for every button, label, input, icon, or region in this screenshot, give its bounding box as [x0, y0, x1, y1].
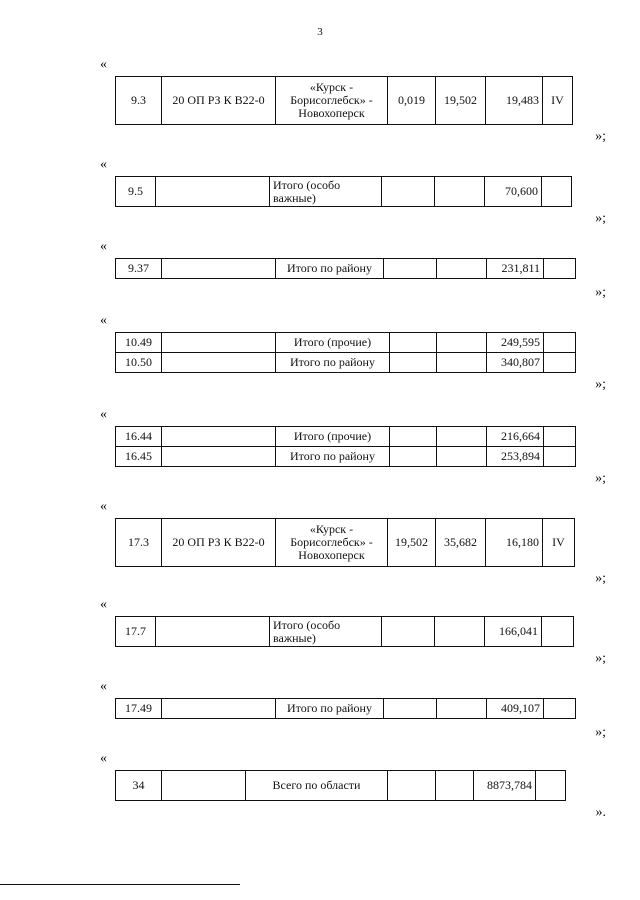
road-name: Итого по району — [276, 699, 384, 719]
table-row — [116, 353, 576, 373]
length-km: 216,664 — [487, 427, 544, 447]
road-name: Итого (особо важные) — [270, 617, 382, 647]
closing-quote: »; — [595, 211, 606, 226]
row-number: 10.50 — [116, 353, 162, 373]
km-to — [437, 427, 487, 447]
road-code — [162, 259, 276, 279]
km-to — [435, 617, 485, 647]
opening-quote: « — [100, 407, 107, 422]
row-number: 9.5 — [116, 177, 156, 207]
km-to — [435, 177, 485, 207]
length-km: 249,595 — [487, 333, 544, 353]
km-to — [437, 699, 487, 719]
amendment-table — [115, 770, 566, 801]
table-row — [116, 427, 576, 447]
length-km: 409,107 — [487, 699, 544, 719]
table-row — [116, 259, 576, 279]
row-number: 17.3 — [116, 519, 162, 567]
road-code: 20 ОП РЗ К В22-0 — [162, 77, 276, 125]
km-to — [437, 259, 487, 279]
length-km: 70,600 — [485, 177, 542, 207]
km-to — [437, 333, 487, 353]
km-to: 35,682 — [436, 519, 486, 567]
table-row — [116, 177, 572, 207]
opening-quote: « — [100, 157, 107, 172]
amendment-table — [115, 332, 576, 373]
km-to — [437, 353, 487, 373]
length-km: 166,041 — [485, 617, 542, 647]
road-code — [162, 699, 276, 719]
closing-quote: »; — [595, 571, 606, 586]
opening-quote: « — [100, 313, 107, 328]
opening-quote: « — [100, 57, 107, 72]
closing-quote: »; — [595, 285, 606, 300]
road-name: Итого (прочие) — [276, 333, 390, 353]
length-km: 340,807 — [487, 353, 544, 373]
km-to — [436, 771, 474, 801]
footer-divider-line — [0, 884, 240, 885]
amendment-table — [115, 426, 576, 467]
road-name: Итого по району — [276, 353, 390, 373]
closing-quote: »; — [595, 725, 606, 740]
road-code — [156, 177, 270, 207]
road-code — [162, 353, 276, 373]
closing-quote: ». — [595, 805, 606, 820]
table-row — [116, 333, 576, 353]
length-km: 231,811 — [487, 259, 544, 279]
length-km: 16,180 — [486, 519, 543, 567]
km-from: 0,019 — [388, 77, 436, 125]
table-row — [116, 447, 576, 467]
road-code — [156, 617, 270, 647]
length-km: 19,483 — [486, 77, 543, 125]
road-category — [542, 177, 572, 207]
road-category — [544, 427, 576, 447]
opening-quote: « — [100, 679, 107, 694]
road-name: «Курск - Борисоглебск» - Новохоперск — [276, 519, 388, 567]
opening-quote: « — [100, 239, 107, 254]
closing-quote: »; — [595, 377, 606, 392]
road-name: Итого (особо важные) — [270, 177, 382, 207]
km-from — [382, 617, 435, 647]
row-number: 10.49 — [116, 333, 162, 353]
length-km: 8873,784 — [474, 771, 536, 801]
table-row — [116, 77, 573, 125]
road-name: Итого (прочие) — [276, 427, 390, 447]
row-number: 16.45 — [116, 447, 162, 467]
table-row — [116, 617, 574, 647]
km-from — [390, 427, 437, 447]
row-number: 17.7 — [116, 617, 156, 647]
road-category — [544, 699, 576, 719]
amendment-table — [115, 258, 576, 279]
amendment-table — [115, 176, 572, 207]
road-category — [536, 771, 566, 801]
opening-quote: « — [100, 597, 107, 612]
road-code — [162, 427, 276, 447]
road-code: 20 ОП РЗ К В22-0 — [162, 519, 276, 567]
road-name: Всего по области — [246, 771, 388, 801]
road-category — [544, 333, 576, 353]
km-to — [437, 447, 487, 467]
row-number: 16.44 — [116, 427, 162, 447]
road-name: «Курск - Борисоглебск» - Новохоперск — [276, 77, 388, 125]
road-category — [544, 447, 576, 467]
km-from — [390, 447, 437, 467]
page-number: 3 — [317, 26, 323, 38]
closing-quote: »; — [595, 651, 606, 666]
road-category — [542, 617, 574, 647]
road-category — [544, 259, 576, 279]
amendment-table — [115, 76, 573, 125]
closing-quote: »; — [595, 129, 606, 144]
road-code — [162, 771, 246, 801]
road-category: IV — [543, 77, 573, 125]
row-number: 9.3 — [116, 77, 162, 125]
length-km: 253,894 — [487, 447, 544, 467]
road-category: IV — [543, 519, 575, 567]
road-name: Итого по району — [276, 447, 390, 467]
km-from — [384, 699, 437, 719]
amendment-table — [115, 616, 574, 647]
km-from — [388, 771, 436, 801]
km-from — [382, 177, 435, 207]
amendment-table — [115, 698, 576, 719]
opening-quote: « — [100, 499, 107, 514]
table-row — [116, 771, 566, 801]
km-to: 19,502 — [436, 77, 486, 125]
road-category — [544, 353, 576, 373]
row-number: 9.37 — [116, 259, 162, 279]
km-from — [390, 353, 437, 373]
km-from — [390, 333, 437, 353]
km-from — [384, 259, 437, 279]
road-name: Итого по району — [276, 259, 384, 279]
table-row — [116, 699, 576, 719]
row-number: 34 — [116, 771, 162, 801]
opening-quote: « — [100, 751, 107, 766]
road-code — [162, 447, 276, 467]
closing-quote: »; — [595, 471, 606, 486]
km-from: 19,502 — [388, 519, 436, 567]
table-row — [116, 519, 575, 567]
road-code — [162, 333, 276, 353]
amendment-table — [115, 518, 575, 567]
row-number: 17.49 — [116, 699, 162, 719]
